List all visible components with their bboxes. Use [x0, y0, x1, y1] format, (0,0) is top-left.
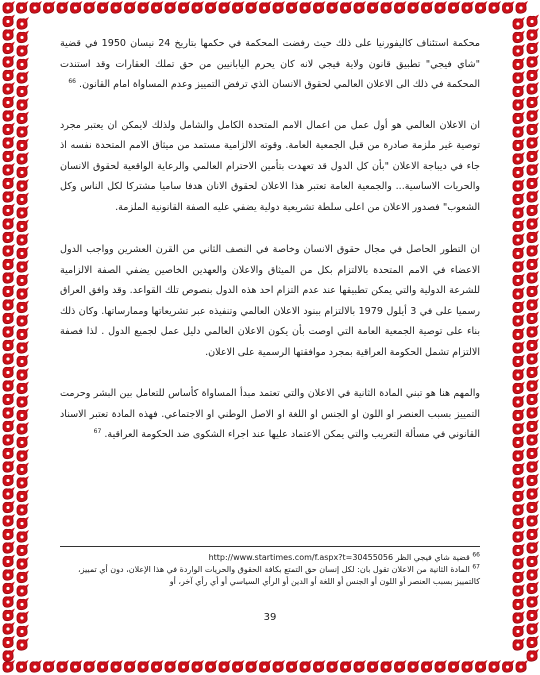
border-ornament	[503, 1, 515, 13]
border-ornament	[527, 528, 539, 540]
border-ornament	[513, 544, 525, 556]
border-ornament	[3, 582, 15, 594]
border-ornament	[17, 571, 29, 583]
border-ornament	[3, 660, 15, 672]
border-ornament	[516, 1, 528, 13]
border-ornament	[17, 517, 29, 529]
border-ornament	[527, 474, 539, 486]
border-ornament	[527, 258, 539, 270]
border-ornament	[3, 217, 15, 229]
border-ornament	[3, 136, 15, 148]
border-ornament	[3, 150, 15, 162]
border-ornament	[3, 231, 15, 243]
border-ornament	[527, 163, 539, 175]
border-ornament	[513, 112, 525, 124]
paragraph-text: ان الاعلان العالمي هو أول عمل من اعمال الامم المتحدة الكامل والشامل ولذلك لايمكن ان يعتبر مجرد توصية غير ملزمة صادرة من قبل الجمعية العامة. وقوته الالزامية مستمد من ميثاق الامم المتحدة نفسه اذ جاء في ديباجة الاعلان "بأن كل الدول قد تعهدت بتأمين الاحترام العالمي والرعاية الواقعية لحقوق الانسان والحريات الاساسية... والجمعية العامة تعتبر هذا الاعلان لحقوق الانان هدفا ساميا مشتركا لكل الناس وكل الشعوب" فصدور الاعلان من اعلى سلطة تشريعية دولية يضفي عليه الصفة القانونية الملزمة.	[60, 119, 480, 213]
border-ornament	[462, 660, 474, 672]
border-ornament	[341, 660, 353, 672]
border-ornament	[527, 244, 539, 256]
border-ornament	[3, 325, 15, 337]
border-ornament	[57, 660, 69, 672]
border-ornament	[513, 98, 525, 110]
border-ornament	[327, 1, 339, 13]
border-ornament	[17, 98, 29, 110]
border-ornament	[273, 660, 285, 672]
border-ornament	[527, 366, 539, 378]
border-ornament	[30, 660, 42, 672]
border-ornament	[513, 341, 525, 353]
border-ornament	[513, 166, 525, 178]
border-ornament	[3, 15, 15, 27]
border-ornament	[3, 312, 15, 324]
border-ornament	[179, 1, 191, 13]
border-ornament	[3, 285, 15, 297]
border-ornament	[527, 150, 539, 162]
border-ornament	[3, 244, 15, 256]
border-ornament	[422, 660, 434, 672]
border-ornament	[513, 571, 525, 583]
border-ornament	[17, 166, 29, 178]
border-ornament	[17, 58, 29, 70]
border-ornament	[3, 96, 15, 108]
border-ornament	[138, 660, 150, 672]
border-ornament	[527, 312, 539, 324]
border-ornament	[513, 463, 525, 475]
border-ornament	[3, 474, 15, 486]
border-ornament	[341, 1, 353, 13]
border-ornament	[513, 368, 525, 380]
border-ornament	[3, 366, 15, 378]
border-ornament	[17, 625, 29, 637]
border-ornament	[17, 125, 29, 137]
footnote	[60, 564, 480, 588]
border-ornament	[513, 233, 525, 245]
border-ornament	[422, 1, 434, 13]
border-ornament	[513, 625, 525, 637]
border-ornament	[513, 490, 525, 502]
border-ornament	[3, 69, 15, 81]
border-ornament	[17, 584, 29, 596]
border-ornament	[513, 584, 525, 596]
border-ornament	[206, 660, 218, 672]
footnote-text: قضية شاي فيجي الظر	[395, 553, 470, 562]
border-ornament	[3, 460, 15, 472]
border-ornament	[513, 274, 525, 286]
border-ornament	[3, 487, 15, 499]
border-ornament	[527, 123, 539, 135]
border-ornament	[527, 501, 539, 513]
border-ornament	[527, 636, 539, 648]
border-ornament	[513, 139, 525, 151]
border-ornament	[489, 1, 501, 13]
border-ornament	[368, 660, 380, 672]
footnotes	[60, 546, 480, 588]
border-ornament	[513, 193, 525, 205]
border-ornament	[527, 460, 539, 472]
border-ornament	[513, 152, 525, 164]
border-ornament	[17, 422, 29, 434]
border-ornament	[513, 206, 525, 218]
border-ornament	[260, 1, 272, 13]
border-ornament	[44, 660, 56, 672]
border-ornament	[84, 660, 96, 672]
border-ornament	[513, 247, 525, 259]
border-ornament	[3, 528, 15, 540]
border-ornament	[17, 193, 29, 205]
border-ornament	[3, 649, 15, 661]
border-ornament	[17, 247, 29, 259]
paragraph	[60, 34, 480, 96]
page-number: 39	[263, 612, 277, 623]
border-ornament	[179, 660, 191, 672]
border-ornament	[17, 85, 29, 97]
border-ornament	[17, 139, 29, 151]
border-ornament	[513, 71, 525, 83]
border-ornament	[17, 301, 29, 313]
border-ornament	[300, 660, 312, 672]
border-ornament	[527, 55, 539, 67]
border-ornament	[527, 514, 539, 526]
border-ornament	[17, 449, 29, 461]
border-ornament	[513, 85, 525, 97]
border-ornament	[527, 96, 539, 108]
border-ornament	[287, 1, 299, 13]
border-ornament	[17, 436, 29, 448]
border-ornament	[408, 660, 420, 672]
border-ornament	[513, 476, 525, 488]
border-ornament	[3, 541, 15, 553]
border-ornament	[111, 1, 123, 13]
border-ornament	[513, 598, 525, 610]
border-ornament	[527, 379, 539, 391]
border-ornament	[3, 190, 15, 202]
footnote	[60, 552, 480, 564]
border-ornament	[3, 501, 15, 513]
footnote-link[interactable]: http://www.startimes.com/f.aspx?t=30455056	[208, 553, 394, 562]
border-ornament	[17, 598, 29, 610]
border-ornament	[527, 406, 539, 418]
border-ornament	[476, 660, 488, 672]
border-ornament	[17, 328, 29, 340]
border-ornament	[381, 1, 393, 13]
border-ornament	[327, 660, 339, 672]
border-ornament	[527, 177, 539, 189]
border-ornament	[449, 660, 461, 672]
border-ornament	[3, 109, 15, 121]
border-ornament	[513, 382, 525, 394]
border-ornament	[527, 433, 539, 445]
border-ornament	[527, 136, 539, 148]
border-ornament	[3, 163, 15, 175]
border-ornament	[17, 463, 29, 475]
border-ornament	[513, 422, 525, 434]
border-ornament	[3, 298, 15, 310]
border-ornament	[527, 217, 539, 229]
border-ornament	[165, 1, 177, 13]
footnote-number: 66	[472, 551, 480, 559]
border-ornament	[527, 420, 539, 432]
border-ornament	[17, 490, 29, 502]
border-ornament	[527, 393, 539, 405]
border-ornament	[3, 433, 15, 445]
border-ornament	[17, 341, 29, 353]
paragraph-text: ان التطور الحاصل في مجال حقوق الانسان وخاصة في النصف الثاني من القرن العشرين وواجب الدول الاعضاء في الامم المتحدة بالالتزام بكل من الميثاق والاعلان والعهدين الخاصين يضفي الصفة الالزامية للشرعة الدولية والتي يمكن تطبيقها عند عدم التزام احد هذه الدول بنصوص تلك القواعد. وقد وافق العراق رسميا على في 3 أيلول 1979 بالالتزام ببنود الاعلان العالمي وتنفيذه عبر تشريعاتها وممارساتها. وكان ذلك بناء على توصية الجمعية العامة التي اوصت بأن يكون الاعلان العالمي دليل عمل لجميع الدول . لذا فصفة الالتزام تشمل الحكومة العراقية بمجرد موافقتها الرسمية على الاعلان.	[60, 244, 480, 358]
border-ornament	[527, 447, 539, 459]
border-ornament	[17, 395, 29, 407]
border-ornament	[17, 638, 29, 650]
border-ornament	[527, 487, 539, 499]
border-ornament	[513, 125, 525, 137]
footnote-ref: 67	[93, 427, 102, 435]
border-ornament	[3, 1, 15, 13]
border-ornament	[527, 42, 539, 54]
border-ornament	[111, 660, 123, 672]
border-ornament	[527, 298, 539, 310]
border-ornament	[527, 109, 539, 121]
border-ornament	[260, 660, 272, 672]
border-ornament	[449, 1, 461, 13]
border-ornament	[17, 476, 29, 488]
border-ornament	[71, 660, 83, 672]
document-body	[60, 34, 480, 464]
border-ornament	[3, 514, 15, 526]
border-ornament	[17, 382, 29, 394]
border-ornament	[71, 1, 83, 13]
border-ornament	[17, 544, 29, 556]
border-ornament	[527, 541, 539, 553]
border-ornament	[3, 123, 15, 135]
border-ornament	[219, 660, 231, 672]
border-ornament	[3, 379, 15, 391]
border-ornament	[125, 1, 137, 13]
border-ornament	[17, 233, 29, 245]
border-ornament	[3, 447, 15, 459]
border-ornament	[527, 82, 539, 94]
border-ornament	[152, 660, 164, 672]
border-ornament	[513, 530, 525, 542]
border-ornament	[125, 660, 137, 672]
border-ornament	[527, 582, 539, 594]
border-ornament	[3, 177, 15, 189]
border-ornament	[527, 231, 539, 243]
border-ornament	[300, 1, 312, 13]
paragraph-text: والمهم هنا هو تبني المادة الثانية في الاعلان والتي تعتمد مبدأ المساواة كأساس للتعامل بين البشر وحرمت التمييز بسبب العنصر او اللون او الجنس او اللغة او الاصل الوطني او الاجتماعي. فهذه المادة تعتبر الاسناد القانوني في مسألة التعريب والتي يمكن الاعتماد عليها عند اجراء الشكوى ضد الحكومة العراقية.	[60, 388, 480, 440]
border-ornament	[527, 622, 539, 634]
border-ornament	[3, 339, 15, 351]
border-ornament	[3, 420, 15, 432]
border-ornament	[3, 352, 15, 364]
border-ornament	[513, 44, 525, 56]
border-ornament	[435, 660, 447, 672]
border-ornament	[273, 1, 285, 13]
border-ornament	[17, 409, 29, 421]
border-ornament	[3, 636, 15, 648]
border-ornament	[3, 595, 15, 607]
border-ornament	[3, 406, 15, 418]
border-ornament	[527, 15, 539, 27]
border-ornament	[527, 339, 539, 351]
border-ornament	[503, 660, 515, 672]
border-ornament	[3, 204, 15, 216]
border-ornament	[513, 436, 525, 448]
border-ornament	[17, 220, 29, 232]
border-ornament	[17, 71, 29, 83]
border-ornament	[513, 517, 525, 529]
border-ornament	[435, 1, 447, 13]
border-ornament	[314, 1, 326, 13]
border-ornament	[192, 660, 204, 672]
border-ornament	[3, 55, 15, 67]
border-ornament	[17, 17, 29, 29]
border-ornament	[98, 660, 110, 672]
border-ornament	[17, 44, 29, 56]
border-ornament	[3, 28, 15, 40]
border-ornament	[513, 638, 525, 650]
border-ornament	[513, 179, 525, 191]
border-ornament	[516, 660, 528, 672]
border-ornament	[395, 660, 407, 672]
border-ornament	[3, 555, 15, 567]
footnote-number: 67	[472, 563, 480, 571]
border-ornament	[84, 1, 96, 13]
border-ornament	[527, 595, 539, 607]
border-ornament	[527, 649, 539, 661]
border-ornament	[206, 1, 218, 13]
border-ornament	[527, 568, 539, 580]
border-ornament	[513, 260, 525, 272]
border-ornament	[395, 1, 407, 13]
paragraph	[60, 384, 480, 446]
border-ornament	[17, 530, 29, 542]
border-ornament	[3, 258, 15, 270]
border-ornament	[513, 301, 525, 313]
border-ornament	[3, 271, 15, 283]
border-ornament	[17, 112, 29, 124]
border-ornament	[57, 1, 69, 13]
footnote-ref: 66	[68, 77, 76, 85]
border-ornament	[233, 660, 245, 672]
border-ornament	[44, 1, 56, 13]
border-ornament	[17, 179, 29, 191]
border-ornament	[527, 190, 539, 202]
border-ornament	[17, 660, 29, 672]
border-ornament	[527, 285, 539, 297]
border-ornament	[513, 355, 525, 367]
border-ornament	[98, 1, 110, 13]
border-ornament	[192, 1, 204, 13]
border-ornament	[17, 355, 29, 367]
border-ornament	[368, 1, 380, 13]
border-ornament	[513, 58, 525, 70]
border-ornament	[513, 314, 525, 326]
border-ornament	[527, 271, 539, 283]
border-ornament	[246, 1, 258, 13]
border-ornament	[17, 314, 29, 326]
border-ornament	[527, 555, 539, 567]
border-ornament	[17, 206, 29, 218]
border-ornament	[462, 1, 474, 13]
border-ornament	[165, 660, 177, 672]
paragraph	[60, 116, 480, 219]
footnote-text: المادة الثانية من الاعلان تقول بان: لكل إنسان حق التمتع بكافة الحقوق والحريات الواردة في هذا الإعلان، دون أي تمييز، كالتمييز بسبب العنصر أو اللون أو الجنس أو اللغة أو الدين أو الرأي السياسي أو أي رأي آخر، أو	[78, 565, 480, 586]
border-ornament	[527, 69, 539, 81]
paragraph	[60, 240, 480, 363]
border-ornament	[513, 17, 525, 29]
border-ornament	[527, 325, 539, 337]
border-ornament	[3, 42, 15, 54]
border-ornament	[138, 1, 150, 13]
border-ornament	[513, 449, 525, 461]
border-ornament	[219, 1, 231, 13]
border-ornament	[476, 1, 488, 13]
border-ornament	[3, 568, 15, 580]
border-ornament	[354, 1, 366, 13]
paragraph-text: محكمة استئناف كاليفورنيا على ذلك حيث رفضت المحكمة في حكمها بتاريخ 24 نيسان 1950 في قضية "شاي فيجي" تطبيق قانون ولاية فيجي لانه كان يحرم اليابانيين من حق تملك العقارات وقد استندت المحكمة في ذلك الى الاعلان العالمي لحقوق الانسان الذي ترفض التمييز وعدم المساواة امام القانون.	[60, 38, 480, 90]
border-ornament	[527, 352, 539, 364]
border-ornament	[513, 409, 525, 421]
border-ornament	[17, 260, 29, 272]
border-ornament	[17, 274, 29, 286]
border-ornament	[233, 1, 245, 13]
border-ornament	[527, 28, 539, 40]
border-ornament	[527, 204, 539, 216]
border-ornament	[287, 660, 299, 672]
border-ornament	[3, 393, 15, 405]
border-ornament	[513, 287, 525, 299]
border-ornament	[489, 660, 501, 672]
border-ornament	[3, 622, 15, 634]
border-ornament	[381, 660, 393, 672]
border-ornament	[354, 660, 366, 672]
border-ornament	[513, 395, 525, 407]
border-ornament	[513, 557, 525, 569]
border-ornament	[30, 1, 42, 13]
border-ornament	[17, 557, 29, 569]
border-ornament	[152, 1, 164, 13]
border-ornament	[513, 31, 525, 43]
border-ornament	[17, 152, 29, 164]
border-ornament	[17, 31, 29, 43]
border-ornament	[17, 1, 29, 13]
border-ornament	[246, 660, 258, 672]
border-ornament	[314, 660, 326, 672]
border-ornament	[17, 368, 29, 380]
border-ornament	[17, 503, 29, 515]
border-ornament	[17, 287, 29, 299]
border-ornament	[408, 1, 420, 13]
border-ornament	[513, 503, 525, 515]
border-ornament	[513, 220, 525, 232]
border-ornament	[3, 82, 15, 94]
border-ornament	[513, 328, 525, 340]
